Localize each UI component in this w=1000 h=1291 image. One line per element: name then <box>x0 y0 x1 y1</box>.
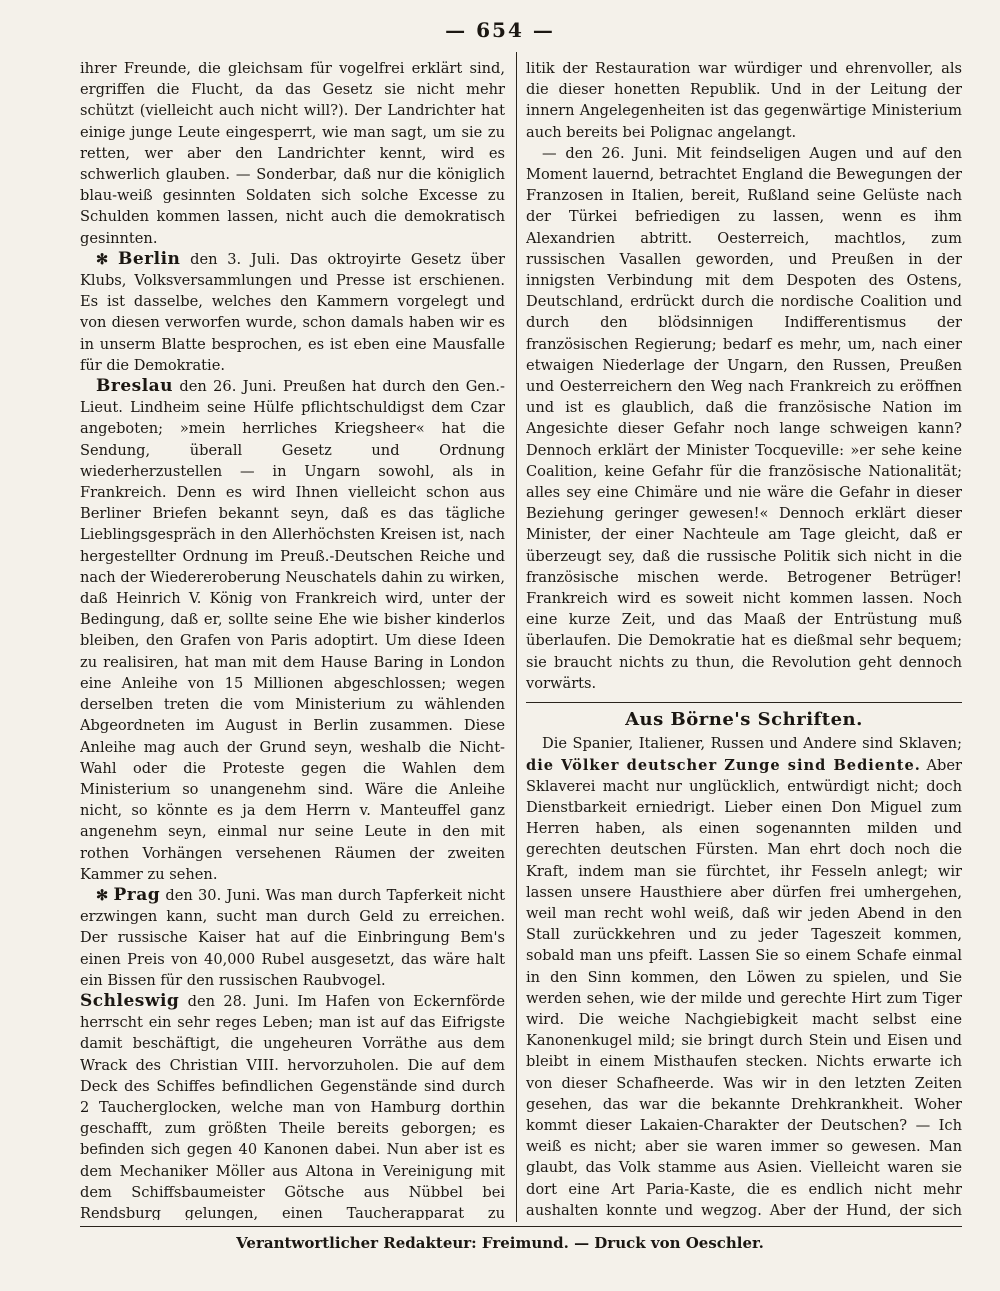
section-divider <box>526 702 962 703</box>
article-prag <box>80 885 505 991</box>
left-column <box>80 58 505 1220</box>
article-boerne-intro: Die Spanier, Italiener, Russen und Andere sind Sklaven; <box>542 735 962 753</box>
section-heading-boerne: Aus Börne's Schriften. <box>625 709 863 731</box>
dateline-prag: Prag <box>113 884 161 905</box>
imprint-footer: Verantwortlicher Redakteur: Freimund. — Druck von Oeschler. <box>236 1234 764 1252</box>
article-berlin <box>80 249 505 376</box>
star-marker: ✻ <box>96 250 109 268</box>
dateline-schleswig: Schleswig <box>80 990 180 1011</box>
article-schleswig <box>80 991 505 1220</box>
article-continuation: ihrer Freunde, die gleichsam für vogelfrei erklärt sind, ergriffen die Flucht, da das Gesetz sie nicht mehr schützt (vielleicht auch nicht will?). Der Landrichter hat einige junge Leute eingesperrt, wie man sagt, um sie zu retten, wer aber den Landrichter kennt, wird es schwerlich glauben. — Sonderbar, daß nur die königlich blau-weiß gesinnten Soldaten sich solche Excesse zu Schulden kommen lassen, nicht auch die demokratisch gesinnten. <box>80 60 505 247</box>
article-schleswig-text: den 28. Juni. Im Hafen von Eckernförde herrscht ein sehr reges Leben; man ist auf das Eifrigste damit beschäftigt, die ungeheuren Vorräthe aus dem Wrack des Christian VIII. hervorzuholen. Die auf dem Deck des Schiffes befindlichen Gegenstände sind durch 2 Taucherglocken, welche man von Hamburg dorthin geschafft, zum größten Theile bereits geborgen; es befinden sich gegen 40 Kanonen dabei. Nun aber ist es dem Mechaniker Möller aus Altona in Vereinigung mit dem Schiffsbaumeister Götsche aus Nübbel bei Rendsburg gelungen, einen Taucherapparat zu <box>80 992 505 1220</box>
footer-divider <box>80 1226 962 1227</box>
article-paris-june-26: — den 26. Juni. Mit feindseligen Augen und auf den Moment lauernd, betrachtet England die Bewegungen der Franzosen in Italien, bereit, Rußland seine Gelüste nach der Türkei befriedigen zu lassen, wenn es ihm Alexandrien abtritt. Oesterreich, machtlos, zum russischen Vasallen geworden, und Preußen in der innigsten Verbindung mit dem Despoten des Ostens, Deutschland, erdrückt durch die nordische Coalition und durch den blödsinnigen Indifferentismus der französischen Regierung; bedarf es mehr, um, nach einer etwaigen Niederlage der Ungarn, den Russen, Preußen und Oesterreichern den Weg nach Frankreich zu eröffnen und ist es glaublich, daß die französische Nation im Angesichte dieser Gefahr noch lange schweigen kann? Dennoch erklärt der Minister Tocqueville: »er sehe keine Coalition, keine Gefahr für die französische Nationalität; alles sey eine Chimäre und nie wäre die Gefahr in dieser Beziehung geringer gewesen!« Dennoch erklärt dieser Minister, der einer Nachteule am Tage gleicht, daß er überzeugt sey, daß die russische Politik sich nicht in die französische mischen werde. Betrogener Betrüger! Frankreich wird es soweit nicht kommen lassen. Noch eine kurze Zeit, und das Maaß der Entrüstung muß überlaufen. Die Demokratie hat es dießmal sehr bequem; sie braucht nichts zu thun, die Revolution geht dennoch vorwärts. <box>526 144 962 692</box>
right-column <box>526 58 962 1220</box>
page-number: — 654 — <box>445 18 555 42</box>
article-boerne <box>526 733 962 1220</box>
article-breslau-text: den 26. Juni. Preußen hat durch den Gen.-Lieut. Lindheim seine Hülfe pflichtschuldigst dem Czar angeboten; »mein herrliches Kriegsheer« hat die Sendung, überall Gesetz und Ordnung wiederherzustellen — in Ungarn sowohl, als in Frankreich. Denn es wird Ihnen vielleicht schon aus Berliner Briefen bekannt seyn, daß es das tägliche Lieblingsgespräch in den Allerhöchsten Kreisen ist, nach hergestellter Ordnung im Preuß.-Deutschen Reiche und nach der Wiedereroberung Neuschatels dahin zu wirken, daß Heinrich V. König von Frankreich wird, unter der Bedingung, daß er, sollte seine Ehe wie bisher kinderlos bleiben, den Grafen von Paris adoptirt. Um diese Ideen zu realisiren, hat man mit dem Hause Baring in London eine Anleihe von 15 Millionen abgeschlossen; wegen derselben treten die vom Ministerium zu wählenden Abgeordneten im August in Berlin zusammen. Diese Anleihe mag auch der Grund seyn, weshalb die Nicht-Wahl oder die Proteste gegen die Wahlen dem Ministerium so unangenehm sind. Wäre die Anleihe nicht, so könnte es ja dem Herrn v. Manteuffel ganz angenehm seyn, einmal nur seine Leute in den mit rothen Vorhängen versehenen Räumen der zweiten Kammer zu sehen. <box>80 378 505 883</box>
article-boerne-emphasis: die Völker deutscher Zunge sind Bediente. <box>526 756 921 774</box>
star-marker: ✻ <box>96 886 109 904</box>
article-prag-text: den 30. Juni. Was man durch Tapferkeit nicht erzwingen kann, sucht man durch Geld zu erreichen. Der russische Kaiser hat auf die Einbringung Bem's einen Preis von 40,000 Rubel ausgesetzt, das wäre halt ein Bissen für den russischen Raubvogel. <box>80 886 505 989</box>
article-paris-continuation: litik der Restauration war würdiger und ehrenvoller, als die dieser honetten Republik. Und in der Leitung der innern Angelegenheiten ist das gegenwärtige Ministerium auch bereits bei Polignac angelangt. <box>526 60 962 141</box>
dateline-breslau: Breslau <box>96 376 174 397</box>
article-breslau <box>80 376 505 885</box>
article-berlin-text: den 3. Juli. Das oktroyirte Gesetz über Klubs, Volksversammlungen und Presse ist erschienen. Es ist dasselbe, welches den Kammern vorgelegt und von diesen verworfen wurde, schon damals haben wir es in unserm Blatte besprochen, es ist eben eine Mausfalle für die Demokratie. <box>80 250 505 374</box>
column-divider <box>516 52 517 1222</box>
dateline-berlin: Berlin <box>117 248 181 269</box>
article-boerne-text: Aber Sklaverei macht nur unglücklich, entwürdigt nicht; doch Dienstbarkeit erniedrigt. Lieber einen Don Miguel zum Herren haben, als einen sogenannten milden und gerechten deutschen Fürsten. Man ehrt doch noch die Kraft, indem man sie fürchtet, ihr Fesseln anlegt; wir lassen unsere Hausthiere aber dürfen frei umhergehen, weil man recht wohl weiß, daß wir jeden Abend in den Stall zurückkehren und zu jeder Tageszeit kommen, sobald man uns pfeift. Lassen Sie so einem Schafe einmal in den Sinn kommen, den Löwen zu spielen, und Sie werden sehen, wie der milde und gerechte Hirt zum Tiger wird. Die weiche Nachgiebigkeit macht selbst eine Kanonenkugel mild; sie bringt durch Stein und Eisen und bleibt in einem Misthaufen stecken. Nichts erwarte ich von dieser Schafheerde. Was wir in den letzten Zeiten gesehen, das war die bekannte Drehkrankheit. Woher kommt dieser Lakaien-Charakter der Deutschen? — Ich weiß es nicht; aber sie waren immer so gewesen. Man glaubt, das Volk stamme aus Asien. Vielleicht waren sie dort eine Art Paria-Kaste, die es endlich nicht mehr aushalten konnte und wegzog. Aber der Hund, der sich <box>526 756 962 1219</box>
